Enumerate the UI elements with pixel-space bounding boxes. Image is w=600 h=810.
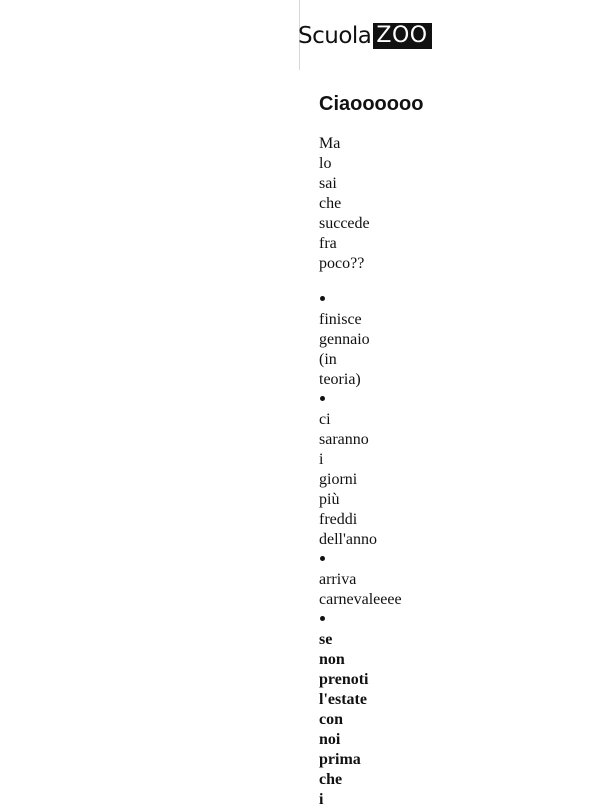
left-empty-panel — [0, 0, 299, 800]
list-item — [319, 550, 439, 610]
list-item — [319, 290, 439, 390]
list-item-text: finisce gennaio (in teoria) — [319, 311, 370, 388]
intro-paragraph: Ma lo sai che succede fra poco?? — [319, 135, 370, 272]
bullet-icon — [319, 610, 439, 630]
bullet-icon — [319, 550, 439, 570]
bullet-icon — [319, 290, 439, 310]
list-item-text: arriva carnevaleeee — [319, 571, 402, 608]
list-item-text: ci saranno i giorni più freddi dell'anno — [319, 411, 377, 548]
list-item — [319, 610, 439, 810]
logo-text-scuola: Scuola — [298, 23, 372, 49]
greeting-heading: Ciaoooooo — [319, 93, 424, 115]
list-item-text-bold: se non prenoti l'estate con noi prima che i — [319, 631, 369, 808]
bullet-list — [319, 290, 439, 810]
scuolazoo-logo[interactable] — [298, 22, 432, 50]
email-body — [319, 90, 439, 810]
logo-text-zoo: ZOO — [373, 23, 431, 49]
bullet-icon — [319, 390, 439, 410]
list-item — [319, 390, 439, 550]
